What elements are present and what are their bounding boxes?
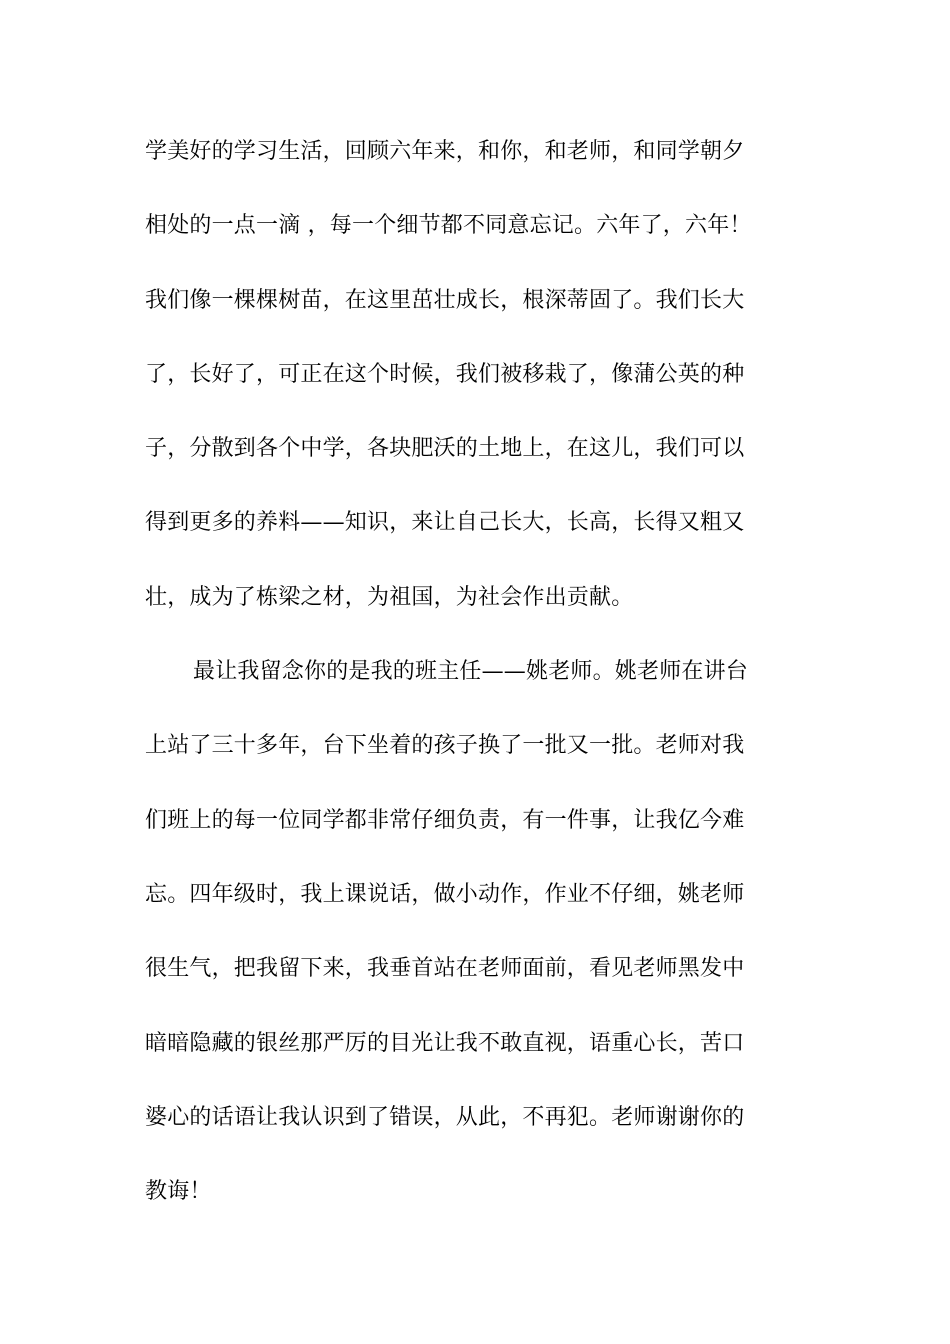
text-line: 相处的一点一滴 ，每一个细节都不同意忘记。六年了，六年！: [145, 213, 752, 239]
text-line: 忘。四年级时，我上课说话，做小动作，作业不仔细，姚老师: [145, 881, 745, 907]
text-line: 了，长好了，可正在这个时候，我们被移栽了，像蒲公英的种: [145, 361, 745, 387]
text-line: 最让我留念你的是我的班主任——姚老师。姚老师在讲台: [193, 659, 749, 685]
text-line: 子，分散到各个中学，各块肥沃的土地上，在这儿，我们可以: [145, 436, 745, 462]
text-line: 得到更多的养料——知识，来让自己长大，长高，长得又粗又: [145, 510, 745, 536]
text-line: 壮，成为了栋梁之材，为祖国，为社会作出贡献。: [145, 584, 634, 610]
text-line: 暗暗隐藏的银丝那严厉的目光让我不敢直视，语重心长，苦口: [145, 1030, 745, 1056]
text-line: 我们像一棵棵树苗，在这里茁壮成长，根深蒂固了。我们长大: [145, 287, 745, 313]
text-line: 教诲！: [145, 1179, 212, 1205]
text-line: 婆心的话语让我认识到了错误，从此，不再犯。老师谢谢你的: [145, 1104, 745, 1130]
text-line: 上站了三十多年，台下坐着的孩子换了一批又一批。老师对我: [145, 733, 745, 759]
text-line: 很生气，把我留下来，我垂首站在老师面前，看见老师黑发中: [145, 956, 745, 982]
text-line: 学美好的学习生活，回顾六年来，和你，和老师，和同学朝夕: [145, 139, 745, 164]
paragraph-1: [145, 128, 815, 648]
paragraph-2: [145, 648, 815, 1242]
text-line: 们班上的每一位同学都非常仔细负责，有一件事，让我亿今难: [145, 807, 745, 833]
body-text: [145, 128, 815, 1242]
